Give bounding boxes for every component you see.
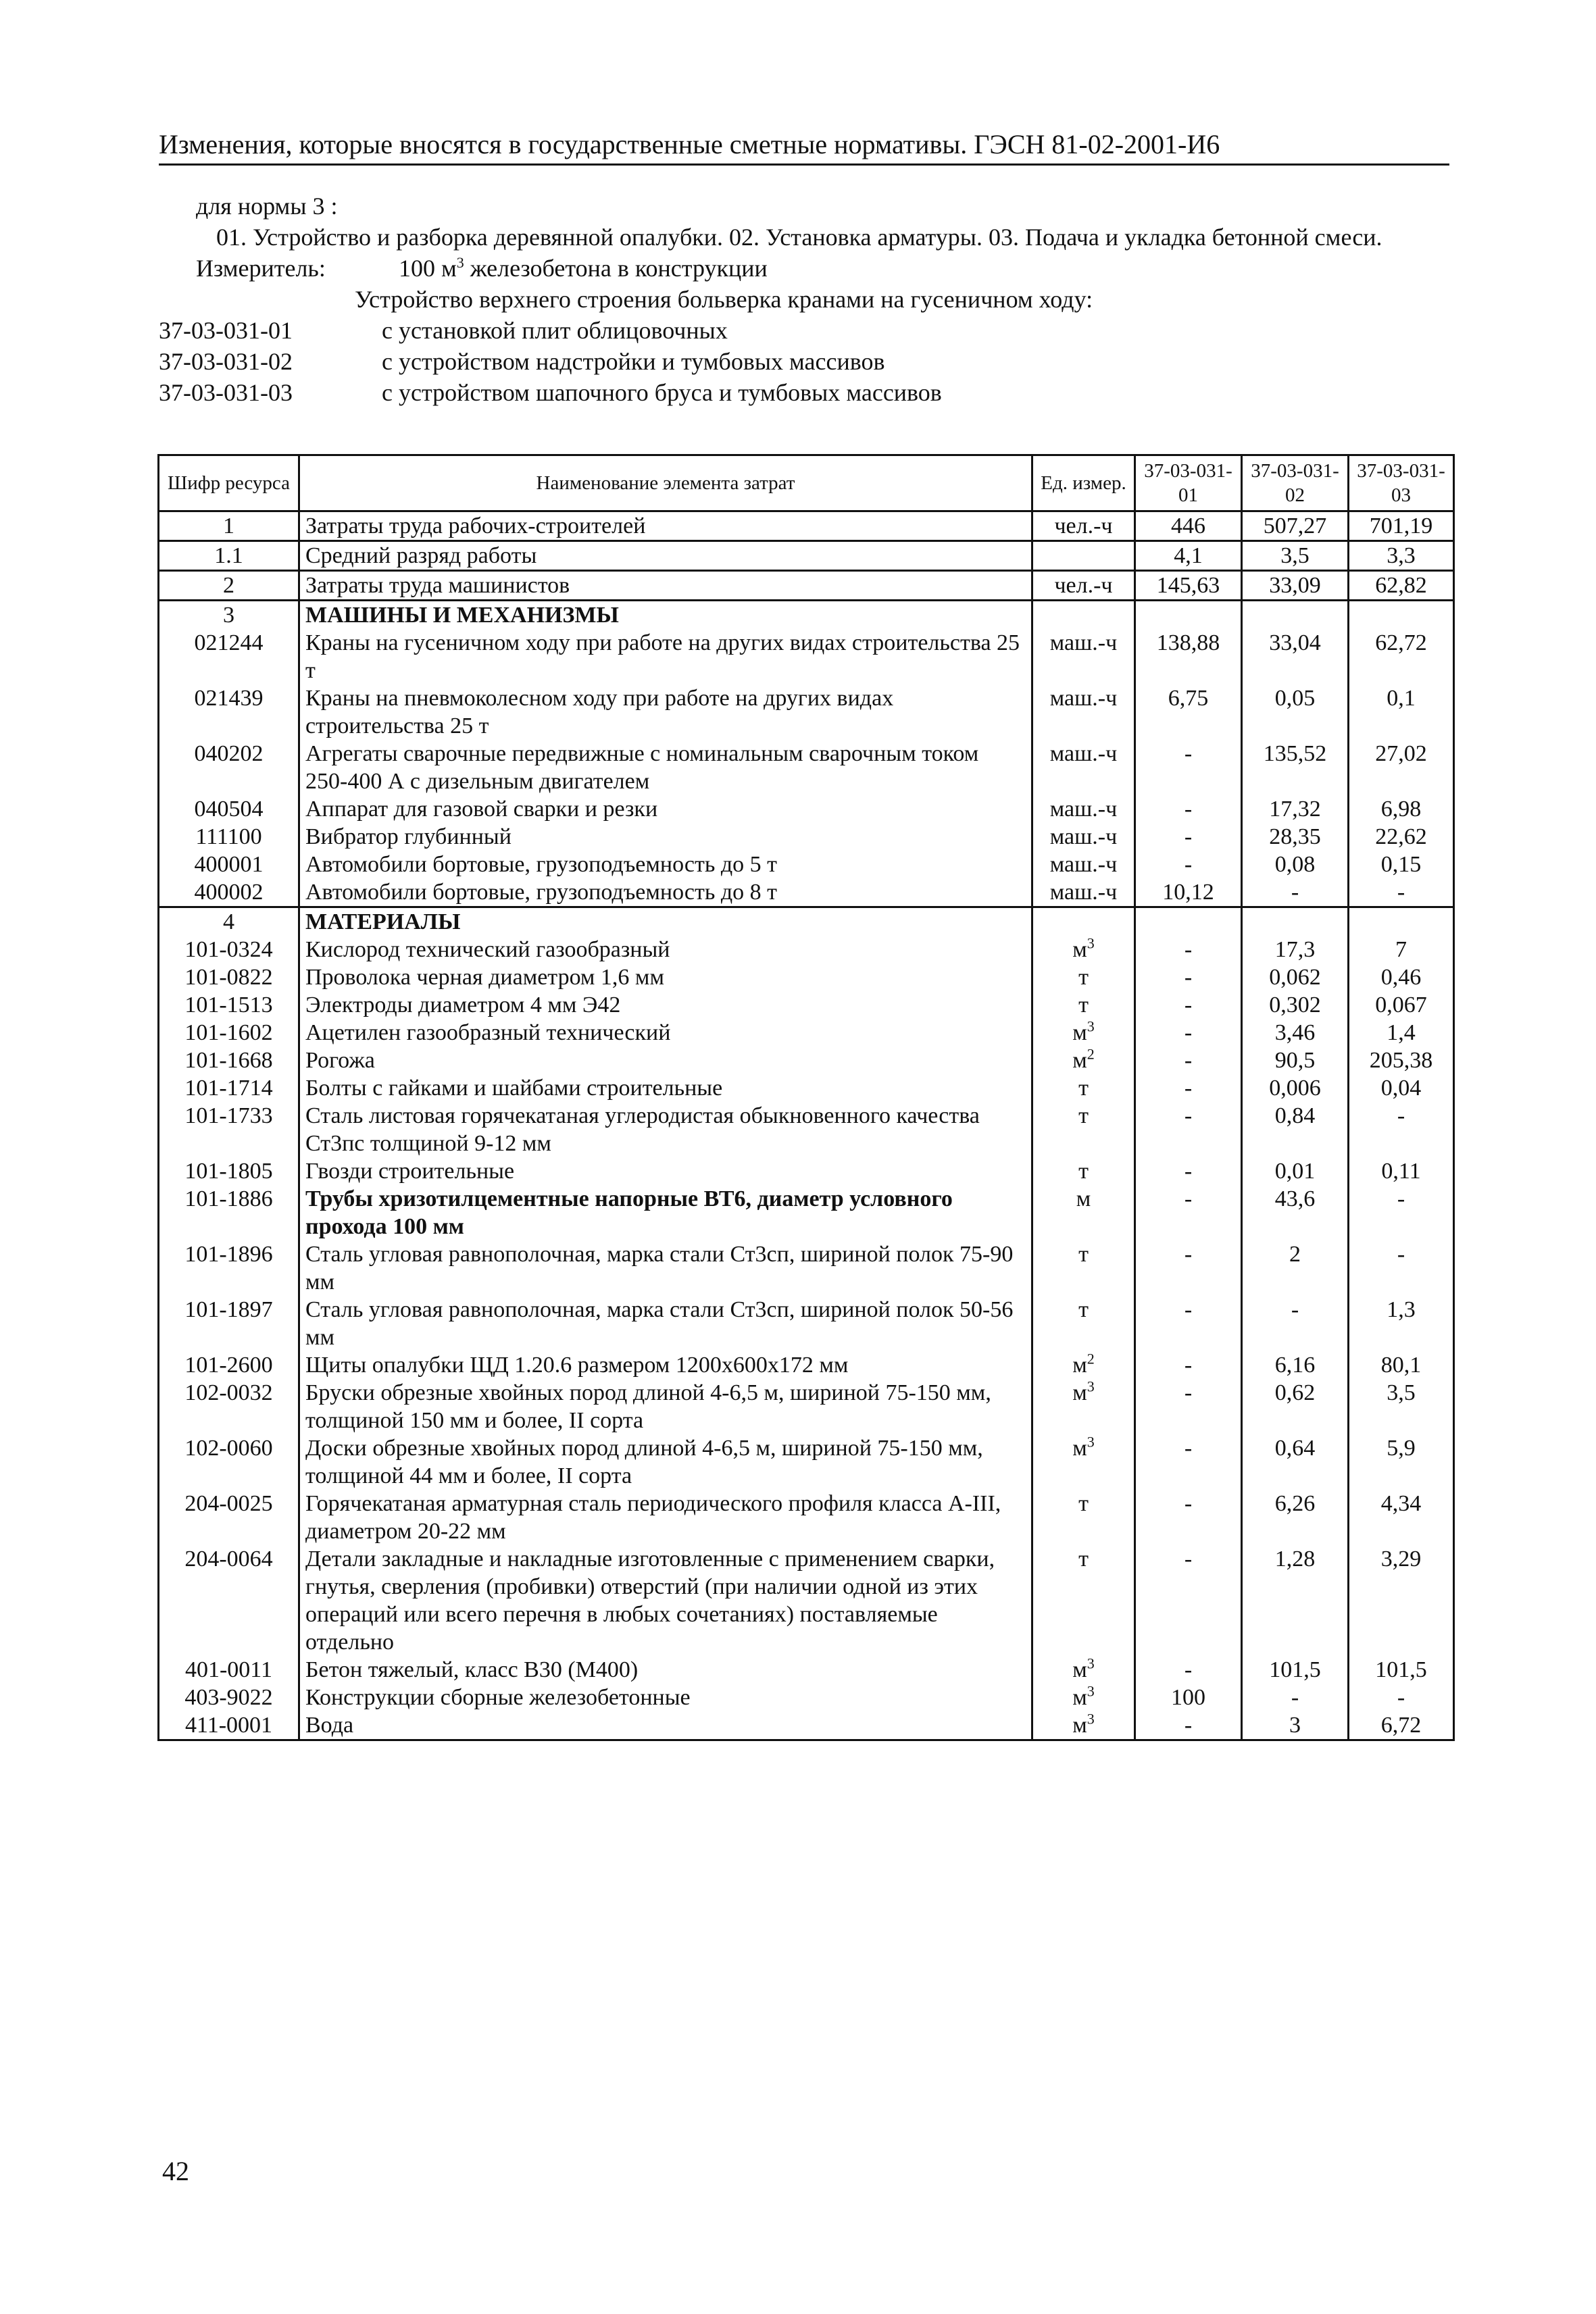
table-row (159, 684, 1454, 740)
cell-resource-code: 101-1896 (159, 1240, 299, 1296)
table-row (159, 1185, 1454, 1240)
cell-resource-code: 101-2600 (159, 1351, 299, 1379)
cell-norm-01 (1135, 601, 1242, 630)
table-row (159, 511, 1454, 541)
table-row (159, 1240, 1454, 1296)
cell-norm-01: - (1135, 795, 1242, 823)
cell-resource-code: 040202 (159, 740, 299, 795)
cell-unit: $м^3$ (1032, 1434, 1135, 1490)
cell-resource-code: 021439 (159, 684, 299, 740)
cell-norm-01: - (1135, 1240, 1242, 1296)
cell-norm-01: - (1135, 1379, 1242, 1434)
cell-cost-element: Автомобили бортовые, грузоподъемность до 8 т (299, 878, 1032, 907)
cell-cost-element: Детали закладные и накладные изготовленные с применением сварки, гнутья, сверления (пробивки) отверстий (при наличии одной из этих операций или всего перечня в любых сочетаниях) поставляемые отдельно (299, 1545, 1032, 1656)
cell-resource-code: 4 (159, 907, 299, 936)
measure-value: 100 $м^3$ железобетона в конструкции (399, 254, 768, 282)
cell-cost-element: Аппарат для газовой сварки и резки (299, 795, 1032, 823)
table-section-row (159, 601, 1454, 630)
cell-unit: $м^3$ (1032, 1684, 1135, 1711)
cell-unit: м (1032, 1185, 1135, 1240)
cell-norm-02: 0,05 (1242, 684, 1349, 740)
cell-cost-element: Кислород технический газообразный (299, 936, 1032, 963)
cell-unit: $м^3$ (1032, 1379, 1135, 1434)
cell-resource-code: 401-0011 (159, 1656, 299, 1684)
cell-norm-03 (1349, 907, 1454, 936)
cell-unit: т (1032, 1490, 1135, 1545)
cell-norm-02: 90,5 (1242, 1047, 1349, 1074)
cell-resource-code: 101-0324 (159, 936, 299, 963)
cell-unit: маш.-ч (1032, 878, 1135, 907)
measure-label: Измеритель: (196, 255, 326, 282)
cell-norm-01: - (1135, 1711, 1242, 1740)
cell-cost-element: Бетон тяжелый, класс В30 (М400) (299, 1656, 1032, 1684)
document-running-header: Изменения, которые вносятся в государственные сметные нормативы. ГЭСН 81-02-2001-И6 (159, 128, 1449, 166)
cell-norm-01: - (1135, 1296, 1242, 1351)
cell-norm-02: 17,32 (1242, 795, 1349, 823)
cell-norm-03: 0,15 (1349, 851, 1454, 878)
cell-norm-01: 100 (1135, 1684, 1242, 1711)
table-row (159, 629, 1454, 684)
cell-norm-03: - (1349, 1102, 1454, 1157)
cell-cost-element: Затраты труда рабочих-строителей (299, 511, 1032, 541)
cell-norm-02: 0,84 (1242, 1102, 1349, 1157)
cell-norm-01: - (1135, 1074, 1242, 1102)
cell-cost-element: Проволока черная диаметром 1,6 мм (299, 963, 1032, 991)
cell-cost-element: Сталь листовая горячекатаная углеродистая обыкновенного качества Ст3пс толщиной 9-12 мм (299, 1102, 1032, 1157)
cell-norm-01: 138,88 (1135, 629, 1242, 684)
cell-norm-02: 6,16 (1242, 1351, 1349, 1379)
cell-norm-02: 2 (1242, 1240, 1349, 1296)
cell-resource-code: 204-0064 (159, 1545, 299, 1656)
cell-resource-code: 102-0032 (159, 1379, 299, 1434)
cell-norm-01: - (1135, 1490, 1242, 1545)
table-row (159, 1379, 1454, 1434)
table-row (159, 878, 1454, 907)
cell-unit (1032, 541, 1135, 571)
cell-norm-03: 0,1 (1349, 684, 1454, 740)
cell-norm-02: 0,062 (1242, 963, 1349, 991)
cell-unit: т (1032, 1102, 1135, 1157)
cell-norm-03 (1349, 601, 1454, 630)
page-number: 42 (162, 2156, 189, 2186)
cell-resource-code: 3 (159, 601, 299, 630)
cell-resource-code: 040504 (159, 795, 299, 823)
cell-norm-03: 62,82 (1349, 571, 1454, 601)
cell-norm-02: - (1242, 1684, 1349, 1711)
header-unit: Ед. измер. (1032, 455, 1135, 511)
norm-variant-text: с установкой плит облицовочных (382, 317, 728, 344)
cell-norm-03: 0,11 (1349, 1157, 1454, 1185)
cell-resource-code: 101-1733 (159, 1102, 299, 1157)
cell-norm-03: - (1349, 1185, 1454, 1240)
cell-norm-02: 43,6 (1242, 1185, 1349, 1240)
norm-group-title: Устройство верхнего строения больверка кранами на гусеничном ходу: (355, 286, 1093, 313)
cell-cost-element: Вибратор глубинный (299, 823, 1032, 851)
cell-norm-01: - (1135, 1157, 1242, 1185)
cell-norm-01: - (1135, 1656, 1242, 1684)
norm-variants-list (159, 315, 1456, 408)
cell-unit: чел.-ч (1032, 571, 1135, 601)
cell-resource-code: 403-9022 (159, 1684, 299, 1711)
cell-unit: т (1032, 963, 1135, 991)
header-resource-code: Шифр ресурса (159, 455, 299, 511)
cell-unit: т (1032, 1545, 1135, 1656)
cell-norm-02: 28,35 (1242, 823, 1349, 851)
cell-norm-01: - (1135, 991, 1242, 1019)
table-section-row (159, 907, 1454, 936)
cell-norm-01 (1135, 907, 1242, 936)
cell-norm-02: 0,64 (1242, 1434, 1349, 1490)
cell-unit: маш.-ч (1032, 795, 1135, 823)
cell-unit: маш.-ч (1032, 851, 1135, 878)
table-row (159, 1019, 1454, 1047)
table-row (159, 541, 1454, 571)
cell-norm-02: - (1242, 1296, 1349, 1351)
norm-variant-text: с устройством надстройки и тумбовых массивов (382, 348, 885, 375)
cell-cost-element: МАТЕРИАЛЫ (299, 907, 1032, 936)
cell-cost-element: Краны на пневмоколесном ходу при работе на других видах строительства 25 т (299, 684, 1032, 740)
cell-norm-01: 10,12 (1135, 878, 1242, 907)
cell-resource-code: 1.1 (159, 541, 299, 571)
cell-norm-01: 6,75 (1135, 684, 1242, 740)
cell-unit: маш.-ч (1032, 740, 1135, 795)
cell-unit: маш.-ч (1032, 823, 1135, 851)
cell-norm-03: 0,067 (1349, 991, 1454, 1019)
norm-variant (159, 315, 1456, 346)
cell-norm-02: 0,006 (1242, 1074, 1349, 1102)
table-row (159, 823, 1454, 851)
table-row (159, 1545, 1454, 1656)
cell-norm-01: - (1135, 1019, 1242, 1047)
cell-resource-code: 101-1897 (159, 1296, 299, 1351)
cell-norm-03: 6,98 (1349, 795, 1454, 823)
cell-norm-02: 135,52 (1242, 740, 1349, 795)
cell-cost-element: Сталь угловая равнополочная, марка стали Ст3сп, шириной полок 50-56 мм (299, 1296, 1032, 1351)
cell-unit: $м^3$ (1032, 1019, 1135, 1047)
cell-norm-02: 3,5 (1242, 541, 1349, 571)
cell-norm-02 (1242, 601, 1349, 630)
cell-norm-01: - (1135, 963, 1242, 991)
table-row (159, 1490, 1454, 1545)
cell-cost-element: Ацетилен газообразный технический (299, 1019, 1032, 1047)
norm-variant (159, 346, 1456, 377)
cell-cost-element: Щиты опалубки ЩД 1.20.6 размером 1200х600х172 мм (299, 1351, 1032, 1379)
cell-norm-02: - (1242, 878, 1349, 907)
cell-cost-element: Сталь угловая равнополочная, марка стали Ст3сп, шириной полок 75-90 мм (299, 1240, 1032, 1296)
cell-resource-code: 411-0001 (159, 1711, 299, 1740)
cell-cost-element: Трубы хризотилцементные напорные ВТ6, диаметр условного прохода 100 мм (299, 1185, 1032, 1240)
table-row (159, 1102, 1454, 1157)
cell-resource-code: 2 (159, 571, 299, 601)
cell-unit: маш.-ч (1032, 684, 1135, 740)
cell-cost-element: Вода (299, 1711, 1032, 1740)
cell-norm-03: 27,02 (1349, 740, 1454, 795)
cell-cost-element: Рогожа (299, 1047, 1032, 1074)
cell-cost-element: Болты с гайками и шайбами строительные (299, 1074, 1032, 1102)
cell-resource-code: 101-1886 (159, 1185, 299, 1240)
cell-norm-02: 6,26 (1242, 1490, 1349, 1545)
cell-resource-code: 101-1805 (159, 1157, 299, 1185)
cell-unit: т (1032, 1296, 1135, 1351)
cell-resource-code: 400001 (159, 851, 299, 878)
work-composition: 01. Устройство и разборка деревянной опалубки. 02. Установка арматуры. 03. Подача и укладка бетонной смеси. (216, 224, 1382, 251)
cell-norm-03: 0,04 (1349, 1074, 1454, 1102)
cell-norm-03: - (1349, 1684, 1454, 1711)
cell-cost-element: Горячекатаная арматурная сталь периодического профиля класса А-III, диаметром 20-22 мм (299, 1490, 1032, 1545)
cell-resource-code: 101-1513 (159, 991, 299, 1019)
cell-unit: маш.-ч (1032, 629, 1135, 684)
cell-norm-03: 7 (1349, 936, 1454, 963)
cell-unit: т (1032, 991, 1135, 1019)
table-row (159, 740, 1454, 795)
table-row (159, 1047, 1454, 1074)
cell-cost-element: МАШИНЫ И МЕХАНИЗМЫ (299, 601, 1032, 630)
cell-norm-01: - (1135, 1185, 1242, 1240)
cell-norm-02: 101,5 (1242, 1656, 1349, 1684)
cell-norm-02: 0,01 (1242, 1157, 1349, 1185)
norm-description (159, 191, 1456, 408)
cell-norm-02: 33,09 (1242, 571, 1349, 601)
cell-norm-01: - (1135, 1102, 1242, 1157)
cell-unit: т (1032, 1074, 1135, 1102)
cell-unit (1032, 601, 1135, 630)
norm-reference: для нормы 3 : (196, 193, 338, 220)
cell-unit: $м^3$ (1032, 1656, 1135, 1684)
cell-norm-03: 3,3 (1349, 541, 1454, 571)
cell-unit: т (1032, 1157, 1135, 1185)
cell-norm-03: 5,9 (1349, 1434, 1454, 1490)
norm-variant (159, 377, 1456, 408)
cell-norm-03: 80,1 (1349, 1351, 1454, 1379)
table-row (159, 936, 1454, 963)
table-row (159, 851, 1454, 878)
header-norm-01: 37-03-031-01 (1135, 455, 1242, 511)
table-row (159, 1157, 1454, 1185)
table-row (159, 1711, 1454, 1740)
cell-norm-01: - (1135, 740, 1242, 795)
cell-unit: $м^2$ (1032, 1047, 1135, 1074)
cell-unit: чел.-ч (1032, 511, 1135, 541)
cell-norm-03: 62,72 (1349, 629, 1454, 684)
cell-norm-03: 1,4 (1349, 1019, 1454, 1047)
cell-cost-element: Средний разряд работы (299, 541, 1032, 571)
table-body (159, 511, 1454, 1740)
cell-norm-01: - (1135, 1434, 1242, 1490)
table-row (159, 963, 1454, 991)
cell-resource-code: 400002 (159, 878, 299, 907)
cell-norm-02: 33,04 (1242, 629, 1349, 684)
cell-norm-03: 22,62 (1349, 823, 1454, 851)
cell-norm-03: 101,5 (1349, 1656, 1454, 1684)
table-row (159, 1684, 1454, 1711)
measure-row (159, 253, 1456, 284)
cell-unit (1032, 907, 1135, 936)
cell-norm-01: - (1135, 823, 1242, 851)
table-row (159, 991, 1454, 1019)
cell-norm-02: 17,3 (1242, 936, 1349, 963)
table-row (159, 1074, 1454, 1102)
resource-cost-table (157, 454, 1455, 1741)
cell-resource-code: 204-0025 (159, 1490, 299, 1545)
cell-norm-01: 145,63 (1135, 571, 1242, 601)
cell-norm-03: 4,34 (1349, 1490, 1454, 1545)
cell-norm-02: 3,46 (1242, 1019, 1349, 1047)
cell-norm-03: 205,38 (1349, 1047, 1454, 1074)
cell-norm-01: - (1135, 1351, 1242, 1379)
cell-cost-element: Затраты труда машинистов (299, 571, 1032, 601)
cell-norm-03: 701,19 (1349, 511, 1454, 541)
cell-unit: $м^3$ (1032, 936, 1135, 963)
header-norm-02: 37-03-031-02 (1242, 455, 1349, 511)
cell-cost-element: Бруски обрезные хвойных пород длиной 4-6,5 м, шириной 75-150 мм, толщиной 150 мм и более, II сорта (299, 1379, 1032, 1434)
cell-resource-code: 021244 (159, 629, 299, 684)
cell-norm-02: 1,28 (1242, 1545, 1349, 1656)
cell-cost-element: Агрегаты сварочные передвижные с номинальным сварочным током 250-400 А с дизельным двигателем (299, 740, 1032, 795)
cell-resource-code: 111100 (159, 823, 299, 851)
table-row (159, 1296, 1454, 1351)
cell-resource-code: 101-0822 (159, 963, 299, 991)
cell-unit: $м^3$ (1032, 1711, 1135, 1740)
header-cost-element: Наименование элемента затрат (299, 455, 1032, 511)
cell-norm-03: - (1349, 878, 1454, 907)
cell-norm-03: 3,5 (1349, 1379, 1454, 1434)
norm-variant-code: 37-03-031-01 (159, 317, 293, 344)
cell-norm-01: - (1135, 851, 1242, 878)
cell-resource-code: 102-0060 (159, 1434, 299, 1490)
table-row (159, 1351, 1454, 1379)
cell-cost-element: Доски обрезные хвойных пород длиной 4-6,5 м, шириной 75-150 мм, толщиной 44 мм и более, II сорта (299, 1434, 1032, 1490)
norm-variant-code: 37-03-031-02 (159, 348, 293, 375)
cell-norm-02 (1242, 907, 1349, 936)
cell-norm-03: 3,29 (1349, 1545, 1454, 1656)
cell-norm-01: - (1135, 1047, 1242, 1074)
cell-unit: $м^2$ (1032, 1351, 1135, 1379)
cell-norm-03: 1,3 (1349, 1296, 1454, 1351)
cell-unit: т (1032, 1240, 1135, 1296)
table-row (159, 1656, 1454, 1684)
cell-norm-03: - (1349, 1240, 1454, 1296)
cell-resource-code: 1 (159, 511, 299, 541)
cell-norm-03: 0,46 (1349, 963, 1454, 991)
cell-norm-03: 6,72 (1349, 1711, 1454, 1740)
cell-norm-02: 0,62 (1242, 1379, 1349, 1434)
cell-norm-01: 446 (1135, 511, 1242, 541)
cell-resource-code: 101-1714 (159, 1074, 299, 1102)
cell-resource-code: 101-1668 (159, 1047, 299, 1074)
table-header-row (159, 455, 1454, 511)
cell-cost-element: Автомобили бортовые, грузоподъемность до 5 т (299, 851, 1032, 878)
cell-resource-code: 101-1602 (159, 1019, 299, 1047)
cell-norm-01: - (1135, 1545, 1242, 1656)
cell-norm-02: 0,08 (1242, 851, 1349, 878)
cell-cost-element: Гвозди строительные (299, 1157, 1032, 1185)
cell-norm-01: 4,1 (1135, 541, 1242, 571)
table-row (159, 571, 1454, 601)
norm-variant-text: с устройством шапочного бруса и тумбовых массивов (382, 379, 942, 406)
cell-norm-01: - (1135, 936, 1242, 963)
cell-norm-02: 507,27 (1242, 511, 1349, 541)
cell-cost-element: Конструкции сборные железобетонные (299, 1684, 1032, 1711)
norm-variant-code: 37-03-031-03 (159, 379, 293, 406)
cell-cost-element: Краны на гусеничном ходу при работе на других видах строительства 25 т (299, 629, 1032, 684)
cell-cost-element: Электроды диаметром 4 мм Э42 (299, 991, 1032, 1019)
cell-norm-02: 3 (1242, 1711, 1349, 1740)
table-row (159, 795, 1454, 823)
table-row (159, 1434, 1454, 1490)
cell-norm-02: 0,302 (1242, 991, 1349, 1019)
header-norm-03: 37-03-031-03 (1349, 455, 1454, 511)
